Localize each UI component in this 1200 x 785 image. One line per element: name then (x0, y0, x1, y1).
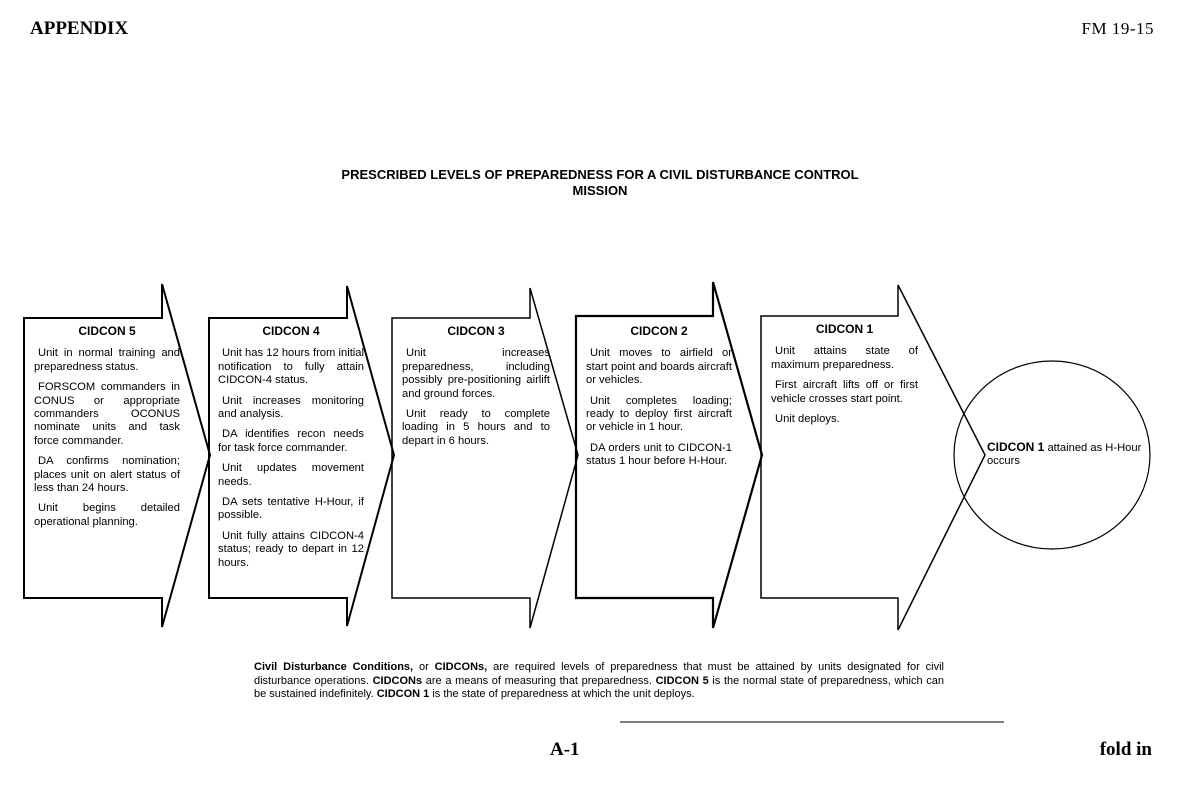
panel-paragraph: Unit in normal training and preparedness status. (34, 347, 180, 373)
footnote (254, 661, 944, 702)
panel-paragraph: DA confirms nomination; places unit on alert status of less than 24 hours. (34, 455, 180, 495)
panel-title: CIDCON 4 (262, 324, 320, 338)
panel-paragraph: DA sets tentative H-Hour, if possible. (218, 496, 364, 522)
panel-paragraph: Unit begins detailed operational planning. (34, 502, 180, 528)
footnote-term: CIDCON 1 (376, 688, 430, 700)
title-line-1: PRESCRIBED LEVELS OF PREPAREDNESS FOR A CIVIL DISTURBANCE CONTROL (341, 167, 859, 182)
circle-caption-rest: attained as H-Hour occurs (987, 442, 1142, 468)
panel-cidcon-2 (586, 325, 732, 476)
panel-title: CIDCON 1 (815, 322, 874, 336)
footnote-text: is the normal state of preparedness, which can be sustained indefinitely. (254, 674, 945, 700)
footnote-text: is the state of preparedness at which the unit deploys. (429, 688, 695, 700)
panel-paragraph: Unit deploys. (775, 413, 840, 426)
footnote-term: CIDCON 5 (655, 674, 709, 687)
footnote-text: or (413, 661, 435, 673)
panel-paragraph: Unit updates movement needs. (218, 462, 364, 488)
panel-paragraph: Unit increases monitoring and analysis. (218, 394, 364, 421)
panel-paragraph: Unit moves to airfield or start point and boards aircraft or vehicles. (586, 347, 732, 387)
panel-title: CIDCON 2 (630, 324, 688, 338)
panel-cidcon-1 (771, 323, 918, 433)
panel-title: CIDCON 5 (78, 324, 136, 338)
footnote-term: CIDCONs (372, 674, 423, 687)
panel-paragraph: Unit ready to complete loading in 5 hours and to depart in 6 hours. (402, 408, 550, 447)
panel-paragraph: DA orders unit to CIDCON-1 status 1 hour before H-Hour. (586, 441, 732, 468)
panel-paragraph: Unit increases preparedness, including possibly pre-positioning airlift and ground forces. (402, 347, 550, 400)
panel-paragraph: Unit completes loading; ready to deploy first aircraft or vehicle in 1 hour. (586, 394, 732, 434)
panel-paragraph: Unit attains state of maximum preparedness. (771, 345, 918, 371)
footnote-term: CIDCONs, (434, 661, 488, 673)
panel-paragraph: Unit fully attains CIDCON-4 status; ready to depart in 12 hours. (218, 529, 364, 569)
panel-cidcon-4 (218, 325, 364, 577)
panel-cidcon-3 (402, 325, 550, 455)
page-number: A-1 (550, 739, 580, 760)
panel-title: CIDCON 3 (447, 324, 505, 338)
circle-caption (987, 441, 1143, 469)
appendix-header: APPENDIX (30, 18, 129, 39)
fold-in-label: fold in (1099, 739, 1152, 760)
footnote-term: Civil Disturbance Conditions, (254, 661, 414, 673)
title-line-2: MISSION (572, 183, 628, 198)
manual-number: FM 19-15 (1081, 19, 1154, 38)
footnote-text: are required levels of preparedness that must be attained by units designated for civil disturbance operations. (254, 661, 944, 687)
panel-paragraph: FORSCOM commanders in CONUS or appropriate commanders OCONUS nominate units and task force commander. (34, 381, 180, 447)
panel-cidcon-5 (34, 325, 180, 536)
circle-caption-bold: CIDCON 1 (987, 440, 1045, 454)
panel-paragraph: Unit has 12 hours from initial notification to fully attain CIDCON-4 status. (218, 347, 364, 387)
panel-paragraph: DA identifies recon needs for task force commander. (218, 428, 364, 454)
footnote-text: are a means of measuring that preparedness. (422, 674, 656, 687)
panel-paragraph: First aircraft lifts off or first vehicle crosses start point. (771, 379, 918, 405)
